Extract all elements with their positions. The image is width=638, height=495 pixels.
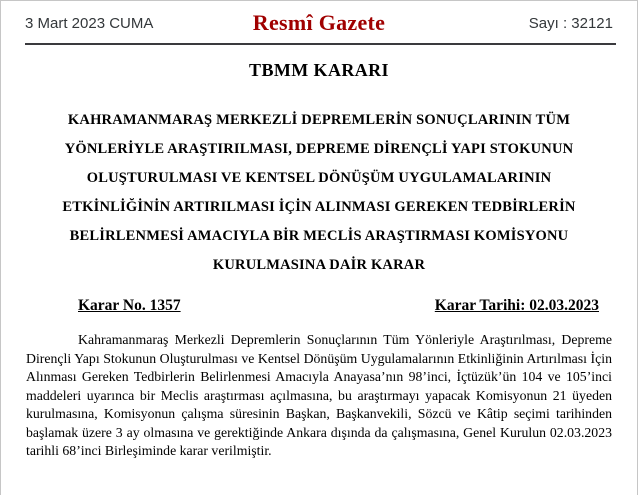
publication-date: 3 Mart 2023 CUMA: [25, 14, 154, 32]
decision-title-line: KURULMASINA DAİR KARAR: [212, 257, 426, 273]
decision-date: Karar Tarihi: 02.03.2023: [434, 297, 599, 314]
section-title: TBMM KARARI: [249, 60, 389, 80]
decision-title: [1, 106, 637, 280]
decision-title-line: KAHRAMANMARAŞ MERKEZLİ DEPREMLERİN SONUÇLARININ TÜM: [67, 112, 571, 128]
decision-body-paragraph: Kahramanmaraş Merkezli Depremlerin Sonuçlarının Tüm Yönleriyle Araştırılması, Depreme Dirençli Yapı Stokunun Oluşturulması ve Kentsel Dönüşüm Uygulamalarının Etkinliğinin Artırılması İçin Alınması Gereken Tedbirlerin Belirlenmesi Amacıyla Anayasa’nın 98’inci, İçtüzük’ün 104 ve 105’inci maddeleri uyarınca bir Meclis araştırması açılmasına, bu araştırmayı yapacak Komisyonun 21 üyeden kurulmasına, Komisyonun çalışma süresinin Başkan, Başkanvekili, Sözcü ve Kâtip seçimi tarihinden başlamak üzere 3 ay olmasına ve gerektiğinde Ankara dışında da çalışmasına, Genel Kurulun 02.03.2023 tarihli 68’inci Birleşiminde karar verilmiştir.: [26, 332, 612, 458]
decision-title-line: ETKİNLİĞİNİN ARTIRILMASI İÇİN ALINMASI GEREKEN TEDBİRLERİN: [62, 199, 576, 215]
decision-meta: [1, 297, 637, 315]
decision-title-line: YÖNLERİYLE ARAŞTIRILMASI, DEPREME DİRENÇLİ YAPI STOKUNUN: [64, 141, 574, 157]
masthead-divider: [25, 43, 616, 45]
issue-number: Sayı : 32121: [528, 14, 613, 32]
decision-number: Karar No. 1357: [78, 297, 181, 314]
gazette-title: Resmî Gazete: [252, 10, 386, 35]
decision-title-line: OLUŞTURULMASI VE KENTSEL DÖNÜŞÜM UYGULAMALARININ: [86, 170, 552, 186]
decision-title-line: BELİRLENMESİ AMACIYLA BİR MECLİS ARAŞTIRMASI KOMİSYONU: [69, 228, 569, 244]
masthead: [1, 1, 637, 41]
